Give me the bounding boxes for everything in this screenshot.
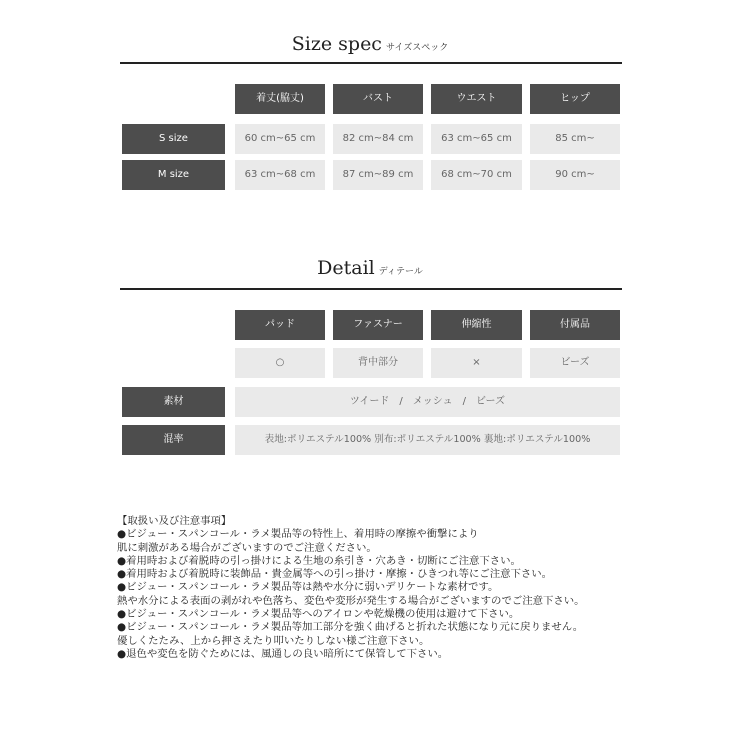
detail-heading [0,257,740,279]
care-note-line: ●着用時および着脱時に装飾品・貴金属等への引っ掛け・摩擦・ひきつれ等にご注意下さい。 [117,568,553,581]
size-cell-s-length: 60 cm~65 cm [235,124,325,154]
care-note-line: ●ビジュー・スパンコール・ラメ製品等へのアイロンや乾燥機の使用は避けて下さい。 [117,608,520,621]
size-cell-m-length: 63 cm~68 cm [235,160,325,190]
care-note-line: 肌に刺激がある場合がございますのでご注意ください。 [117,541,377,554]
size-cell-m-waist: 68 cm~70 cm [431,160,522,190]
detail-col-header-stretch: 伸縮性 [431,310,522,340]
detail-cell-zipper: 背中部分 [333,348,423,378]
size-row-label-m: M size [122,160,225,190]
size-row-label-s: S size [122,124,225,154]
blend-value: 表地:ポリエステル100% 別布:ポリエステル100% 裏地:ポリエステル100% [235,425,620,455]
size-spec-heading [0,33,740,55]
size-spec-title: Size spec [291,33,382,55]
care-notes-heading: 【取扱い及び注意事項】 [117,515,232,527]
size-cell-s-bust: 82 cm~84 cm [333,124,423,154]
care-note-line: ●着用時および着脱時の引っ掛けによる生地の糸引き・穴あき・切断にご注意下さい。 [117,554,521,567]
care-notes [117,515,627,661]
size-col-header-waist: ウエスト [431,84,522,114]
material-value: ツイード / メッシュ / ビーズ [235,387,620,417]
care-note-line: ●ビジュー・スパンコール・ラメ製品等の特性上、着用時の摩擦や衝撃により [117,528,479,541]
size-spec-subtitle: サイズスペック [385,43,449,53]
size-cell-m-hip: 90 cm~ [530,160,620,190]
blend-label: 混率 [122,425,225,455]
detail-cell-accessory: ビーズ [530,348,620,378]
size-col-header-length: 着丈(脇丈) [235,84,325,114]
detail-col-header-accessory: 付属品 [530,310,620,340]
detail-col-header-zipper: ファスナー [333,310,423,340]
size-spec-divider [120,62,622,64]
detail-divider [120,288,622,290]
size-cell-s-waist: 63 cm~65 cm [431,124,522,154]
detail-cell-stretch: × [431,348,522,378]
detail-col-header-pad: パッド [235,310,325,340]
material-label: 素材 [122,387,225,417]
detail-cell-pad: ○ [235,348,325,378]
size-cell-m-bust: 87 cm~89 cm [333,160,423,190]
size-col-header-bust: バスト [333,84,423,114]
detail-title: Detail [317,257,375,279]
care-note-line: ●ビジュー・スパンコール・ラメ製品等は熱や水分に弱いデリケートな素材です。 [117,581,499,594]
care-note-line: ●ビジュー・スパンコール・ラメ製品等加工部分を強く曲げると折れた状態になり元に戻りません。 [117,621,584,634]
size-cell-s-hip: 85 cm~ [530,124,620,154]
care-note-line: 優しくたたみ、上から押さえたり叩いたりしない様ご注意下さい。 [117,634,430,647]
care-note-line: ●退色や変色を防ぐためには、風通しの良い暗所にて保管して下さい。 [117,647,449,660]
care-note-line: 熱や水分による表面の剥がれや色落ち、変色や変形が発生する場合がございますのでご注意下さい。 [117,594,585,607]
detail-subtitle: ディテール [378,267,423,277]
size-col-header-hip: ヒップ [530,84,620,114]
